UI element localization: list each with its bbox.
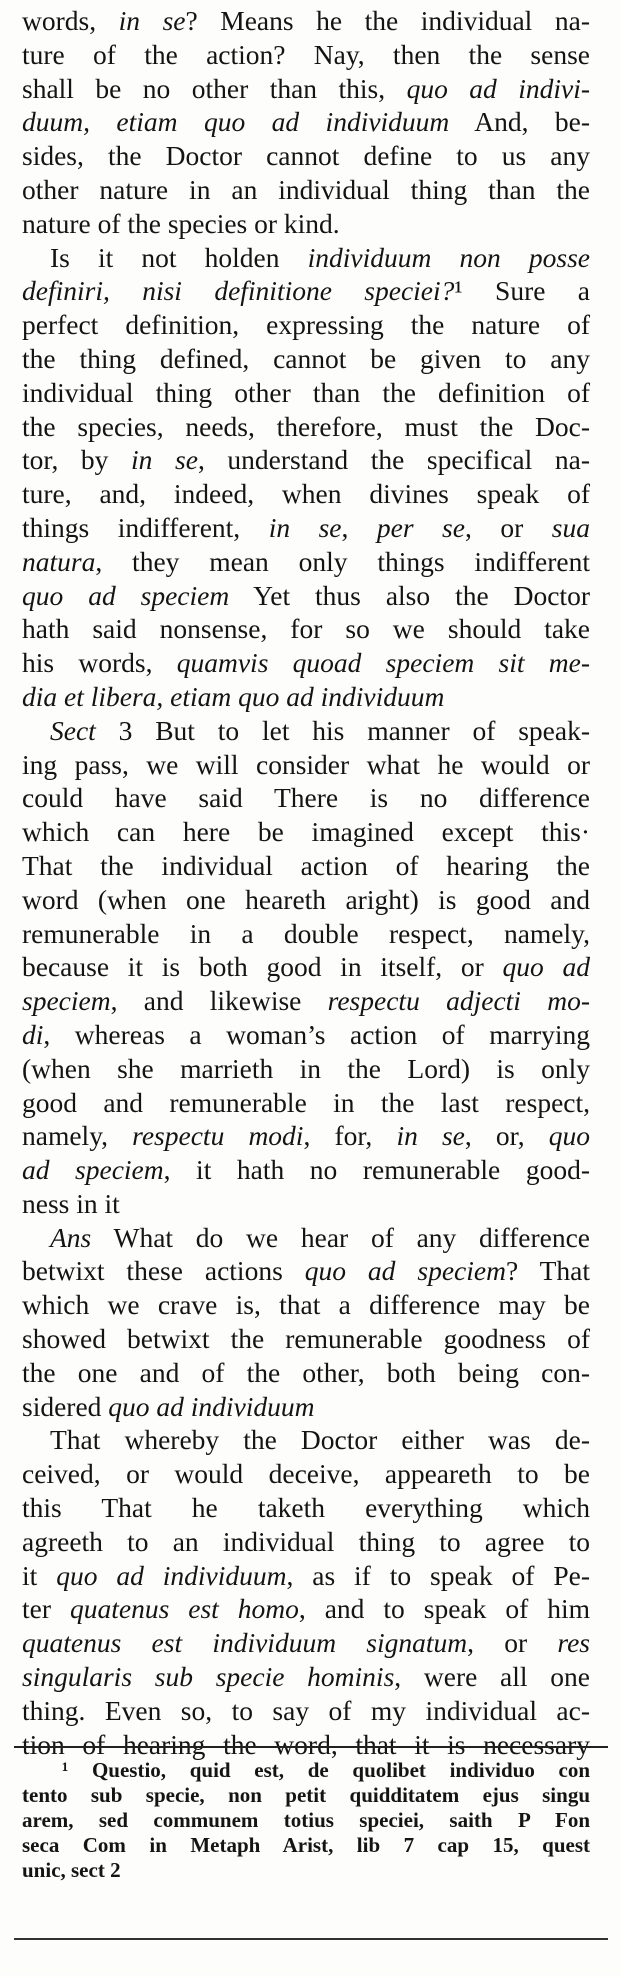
text-line <box>22 1356 590 1390</box>
text-line <box>22 1052 590 1086</box>
italic-text: speciem <box>22 985 111 1017</box>
italic-text: duum, etiam quo ad individuum <box>22 106 450 138</box>
text-run: the species, needs, therefore, must the Doc- <box>22 410 590 442</box>
text-run: ture, and, indeed, when divines speak of <box>22 478 590 510</box>
italic-text: in se <box>268 511 342 543</box>
text-run: , or <box>467 1627 558 1659</box>
text-line <box>22 308 590 342</box>
text-run: , they mean only things indifferent <box>95 545 590 577</box>
text-line <box>22 1457 590 1491</box>
text-line <box>22 1592 590 1626</box>
text-run: , were all one <box>394 1661 590 1693</box>
text-line <box>22 1626 590 1660</box>
text-line <box>22 1559 590 1593</box>
text-run: because it is both good in itself, or <box>22 951 503 983</box>
text-run: , whereas a woman’s action of marrying <box>43 1018 590 1050</box>
footnote-rule <box>14 1746 608 1748</box>
text-run: sides, the Doctor cannot define to us any <box>22 140 590 172</box>
text-run: other nature in an individual thing than the <box>22 173 590 205</box>
italic-text: in se <box>131 444 198 476</box>
text-line <box>22 1086 590 1120</box>
text-run: , <box>341 511 377 543</box>
text-run: sidered <box>22 1390 109 1422</box>
text-line <box>22 1119 590 1153</box>
text-run: ceived, or would deceive, appeareth to be <box>22 1458 590 1490</box>
italic-text: Sect <box>50 714 96 746</box>
text-line <box>22 1187 590 1221</box>
text-run: 3 But to let his manner of speak- <box>95 714 590 746</box>
text-run: Is it not holden <box>50 241 308 273</box>
text-run: ter <box>22 1593 70 1625</box>
text-line <box>22 1660 590 1694</box>
text-run: , it hath no remunerable good- <box>163 1154 590 1186</box>
text-run: , and to speak of him <box>298 1593 590 1625</box>
text-line <box>22 1728 590 1762</box>
text-line <box>22 1254 590 1288</box>
text-run: could have said There is no difference <box>22 782 590 814</box>
italic-text: di <box>22 1018 44 1050</box>
text-run: shall be no other than this, <box>22 72 407 104</box>
text-run: ? Means he the individual na- <box>185 5 590 36</box>
text-run: tion of hearing the word, that it is necessary <box>22 1728 590 1760</box>
text-run: ? That <box>505 1255 591 1287</box>
text-run: And, be- <box>449 106 590 138</box>
text-run: unic, sect 2 <box>22 1858 121 1882</box>
text-line <box>22 477 590 511</box>
text-line <box>22 815 590 849</box>
text-line <box>22 410 590 444</box>
body-text <box>22 4 590 1761</box>
italic-text: quo ad speciem <box>304 1255 506 1287</box>
italic-text: dia et libera, etiam quo ad individuum <box>22 680 445 712</box>
text-run: agreeth to an individual thing to agree to <box>22 1525 590 1557</box>
text-line <box>22 1525 590 1559</box>
text-line <box>22 38 590 72</box>
text-run: thing. Even so, to say of my individual ac- <box>22 1694 590 1726</box>
text-line <box>22 579 590 613</box>
text-run: perfect definition, expressing the nature of <box>22 309 590 341</box>
text-line <box>22 984 590 1018</box>
italic-text: definiri, nisi definitione speciei? <box>22 275 455 307</box>
text-line <box>22 1153 590 1187</box>
text-run: showed betwixt the remunerable goodness of <box>22 1323 590 1355</box>
text-line <box>22 376 590 410</box>
text-run: That the individual action of hearing the <box>22 849 590 881</box>
text-run: betwixt these actions <box>22 1255 305 1287</box>
text-line <box>22 342 590 376</box>
text-line <box>22 274 590 308</box>
italic-text: individuum non posse <box>307 241 590 273</box>
text-run: his words, <box>22 647 177 679</box>
text-line <box>22 849 590 883</box>
text-line <box>22 950 590 984</box>
italic-text: quo ad individuum <box>56 1559 287 1591</box>
text-run: words, <box>22 5 119 36</box>
text-line <box>22 748 590 782</box>
text-line <box>22 781 590 815</box>
text-run: good and remunerable in the last respect, <box>22 1086 590 1118</box>
text-line <box>22 1322 590 1356</box>
text-run: this That he taketh everything which <box>22 1492 590 1524</box>
text-line <box>22 1694 590 1728</box>
footnote-line <box>22 1783 590 1808</box>
text-line <box>22 173 590 207</box>
text-run: , or, <box>464 1120 549 1152</box>
text-run: ¹ Sure a <box>454 275 591 307</box>
text-line <box>22 4 590 38</box>
text-line <box>22 646 590 680</box>
text-run: tor, by <box>22 444 132 476</box>
italic-text: in se <box>118 5 186 36</box>
text-run: , and likewise <box>110 985 328 1017</box>
italic-text: res <box>557 1627 590 1659</box>
text-run: ing pass, we will consider what he would or <box>22 748 590 780</box>
text-run: word (when one heareth aright) is good and <box>22 883 590 915</box>
text-run: arem, sed communem totius speciei, saith P Fon <box>22 1808 590 1832</box>
text-line <box>22 714 590 748</box>
italic-text: quatenus est individuum signatum <box>22 1627 468 1659</box>
text-run: nature of the species or kind. <box>22 207 340 239</box>
text-line <box>22 207 590 241</box>
page-bottom-rule <box>14 1938 608 1940</box>
italic-text: sua <box>551 511 590 543</box>
text-run: hath said nonsense, for so we should take <box>22 613 590 645</box>
italic-text: quamvis quoad speciem sit me- <box>176 647 591 679</box>
text-line <box>22 241 590 275</box>
text-run: , for, <box>303 1120 397 1152</box>
text-run: That whereby the Doctor either was de- <box>50 1424 590 1456</box>
italic-text: singularis sub specie hominis <box>22 1661 395 1693</box>
italic-text: quo ad indivi- <box>406 72 590 104</box>
text-line <box>22 545 590 579</box>
text-run: What do we hear of any difference <box>91 1221 590 1253</box>
text-run: , understand the specifical na- <box>197 444 590 476</box>
italic-text: natura <box>22 545 96 577</box>
footnote <box>22 1758 590 1883</box>
italic-text: quatenus est homo <box>69 1593 299 1625</box>
text-run: ture of the action? Nay, then the sense <box>22 38 590 70</box>
text-line <box>22 443 590 477</box>
italic-text: quo ad speciem <box>22 579 230 611</box>
text-run: tento sub specie, non petit quidditatem ejus singu <box>22 1783 590 1807</box>
text-line <box>22 917 590 951</box>
text-run: Yet thus also the Doctor <box>229 579 590 611</box>
text-line <box>22 1491 590 1525</box>
text-line <box>22 1018 590 1052</box>
text-line <box>22 1288 590 1322</box>
italic-text: quo ad <box>502 951 591 983</box>
italic-text: per se <box>376 511 465 543</box>
italic-text: in se <box>396 1120 465 1152</box>
text-run: ness in it <box>22 1187 120 1219</box>
italic-text: respectu modi <box>132 1120 304 1152</box>
text-run: , or <box>464 511 552 543</box>
italic-text: ad speciem <box>22 1154 164 1186</box>
text-line <box>22 680 590 714</box>
text-run: which can here be imagined except this· <box>22 816 590 848</box>
text-run: seca Com in Metaph Arist, lib 7 cap 15, quest <box>22 1833 590 1857</box>
text-run: remunerable in a double respect, namely, <box>22 917 590 949</box>
footnote-line <box>22 1808 590 1833</box>
text-run: individual thing other than the definition of <box>22 376 590 408</box>
italic-text: respectu adjecti mo- <box>327 985 590 1017</box>
text-line <box>22 511 590 545</box>
italic-text: Ans <box>50 1221 92 1253</box>
text-run: it <box>22 1559 57 1591</box>
text-run: which we crave is, that a difference may be <box>22 1289 590 1321</box>
text-line <box>22 612 590 646</box>
text-run: namely, <box>22 1120 133 1152</box>
text-line <box>22 1390 590 1424</box>
text-run: things indifferent, <box>22 511 269 543</box>
text-run: the one and of the other, both being con- <box>22 1356 590 1388</box>
text-line <box>22 1221 590 1255</box>
footnote-line <box>22 1758 590 1783</box>
text-line <box>22 139 590 173</box>
footnote-line <box>22 1858 590 1883</box>
text-run: (when she marrieth in the Lord) is only <box>22 1052 590 1084</box>
text-line <box>22 883 590 917</box>
text-run: ¹ Questio, quid est, de quolibet individuo con <box>62 1758 590 1782</box>
italic-text: quo ad individuum <box>108 1390 315 1422</box>
text-run: , as if to speak of Pe- <box>286 1559 590 1591</box>
text-line <box>22 1423 590 1457</box>
text-line <box>22 72 590 106</box>
italic-text: quo <box>548 1120 590 1152</box>
text-line <box>22 105 590 139</box>
footnote-line <box>22 1833 590 1858</box>
text-run: the thing defined, cannot be given to any <box>22 342 590 374</box>
